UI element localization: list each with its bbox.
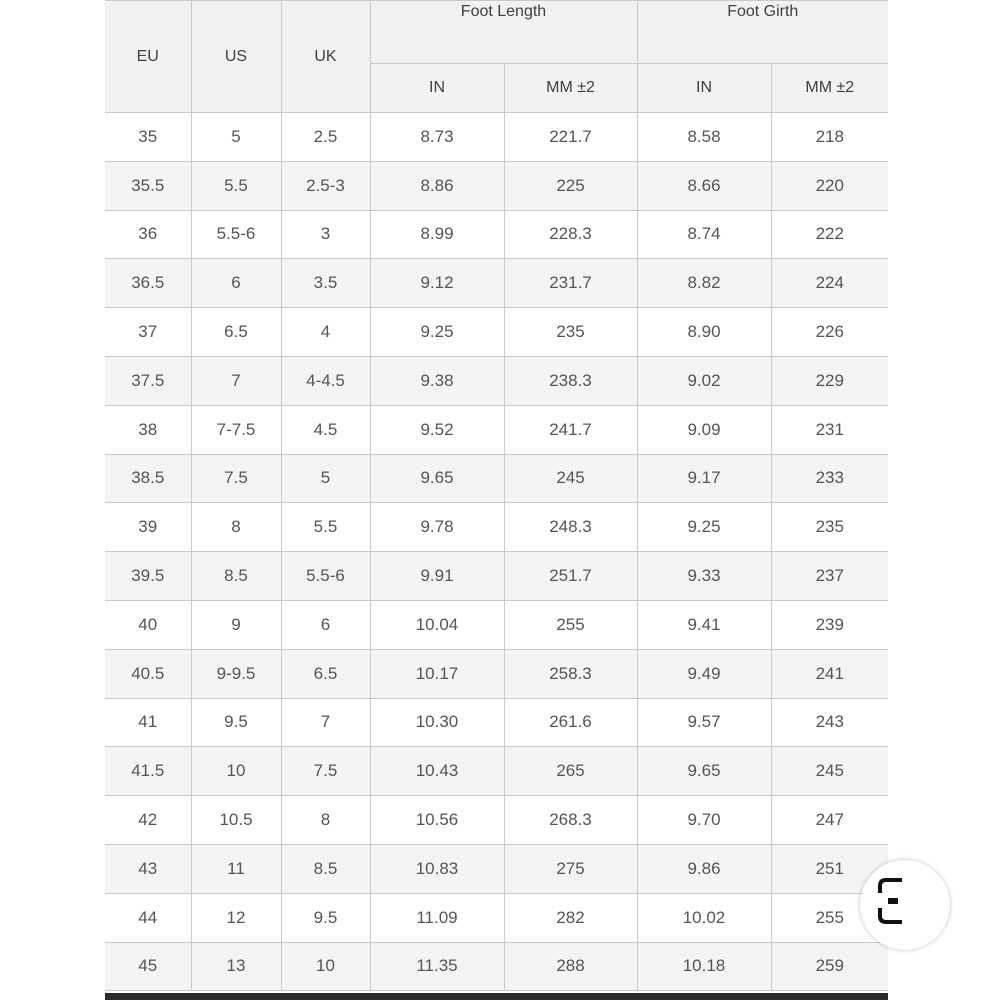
- cell-foot-girth-mm: 222: [771, 210, 888, 259]
- cell-foot-length-mm: 255: [504, 600, 637, 649]
- cell-us: 7.5: [191, 454, 281, 503]
- cell-foot-girth-in: 9.02: [637, 356, 771, 405]
- cell-eu: 39: [105, 503, 191, 552]
- cell-foot-length-mm: 258.3: [504, 649, 637, 698]
- cell-foot-length-in: 10.17: [370, 649, 504, 698]
- bottom-edge-bar: [105, 993, 888, 1000]
- cell-foot-length-mm: 225: [504, 161, 637, 210]
- header-foot-length-in: IN: [370, 64, 504, 113]
- header-foot-girth: Foot Girth: [637, 1, 888, 64]
- cell-foot-length-mm: 251.7: [504, 552, 637, 601]
- cell-us: 10: [191, 747, 281, 796]
- cell-foot-girth-in: 9.65: [637, 747, 771, 796]
- cell-foot-girth-in: 8.90: [637, 308, 771, 357]
- cell-foot-length-in: 9.91: [370, 552, 504, 601]
- table-row: [105, 698, 888, 747]
- cell-foot-length-in: 9.65: [370, 454, 504, 503]
- cell-foot-length-mm: 282: [504, 893, 637, 942]
- table-body: [105, 113, 888, 991]
- cell-uk: 8: [281, 796, 370, 845]
- cell-us: 13: [191, 942, 281, 991]
- table-row: [105, 552, 888, 601]
- header-foot-length-mm: MM ±2: [504, 64, 637, 113]
- cell-eu: 40: [105, 600, 191, 649]
- cell-eu: 38: [105, 405, 191, 454]
- cell-foot-girth-mm: 239: [771, 600, 888, 649]
- cell-eu: 38.5: [105, 454, 191, 503]
- header-eu: EU: [105, 1, 191, 113]
- cell-uk: 5.5-6: [281, 552, 370, 601]
- cell-us: 9: [191, 600, 281, 649]
- cell-foot-girth-in: 8.58: [637, 113, 771, 162]
- cell-foot-length-mm: 228.3: [504, 210, 637, 259]
- table-row: [105, 259, 888, 308]
- cell-foot-length-mm: 288: [504, 942, 637, 991]
- cell-us: 11: [191, 844, 281, 893]
- cell-foot-girth-in: 10.18: [637, 942, 771, 991]
- cell-eu: 41.5: [105, 747, 191, 796]
- cell-foot-length-in: 10.83: [370, 844, 504, 893]
- cell-eu: 41: [105, 698, 191, 747]
- cell-foot-length-mm: 268.3: [504, 796, 637, 845]
- cell-foot-length-mm: 261.6: [504, 698, 637, 747]
- cell-uk: 3: [281, 210, 370, 259]
- table-header: [105, 1, 888, 113]
- cell-foot-length-in: 9.78: [370, 503, 504, 552]
- table-row: [105, 649, 888, 698]
- cell-uk: 2.5-3: [281, 161, 370, 210]
- cell-foot-length-mm: 221.7: [504, 113, 637, 162]
- cell-eu: 35: [105, 113, 191, 162]
- cell-foot-girth-in: 9.57: [637, 698, 771, 747]
- cell-uk: 9.5: [281, 893, 370, 942]
- cell-foot-girth-mm: 218: [771, 113, 888, 162]
- scan-button[interactable]: [860, 860, 950, 950]
- header-foot-length: Foot Length: [370, 1, 637, 64]
- cell-foot-girth-mm: 233: [771, 454, 888, 503]
- cell-foot-girth-in: 9.49: [637, 649, 771, 698]
- cell-foot-girth-mm: 255: [771, 893, 888, 942]
- cell-foot-girth-in: 8.66: [637, 161, 771, 210]
- cell-uk: 3.5: [281, 259, 370, 308]
- cell-us: 7-7.5: [191, 405, 281, 454]
- table-row: [105, 210, 888, 259]
- table-row: [105, 161, 888, 210]
- header-us: US: [191, 1, 281, 113]
- cell-foot-girth-mm: 251: [771, 844, 888, 893]
- cell-foot-girth-mm: 243: [771, 698, 888, 747]
- cell-foot-length-in: 10.43: [370, 747, 504, 796]
- cell-foot-length-in: 9.38: [370, 356, 504, 405]
- table-row: [105, 503, 888, 552]
- table-row: [105, 405, 888, 454]
- cell-us: 12: [191, 893, 281, 942]
- cell-foot-length-in: 10.04: [370, 600, 504, 649]
- header-foot-girth-in: IN: [637, 64, 771, 113]
- table-row: [105, 600, 888, 649]
- table-row: [105, 454, 888, 503]
- cell-uk: 4.5: [281, 405, 370, 454]
- cell-us: 6: [191, 259, 281, 308]
- cell-eu: 37.5: [105, 356, 191, 405]
- size-chart: [105, 0, 888, 990]
- cell-uk: 6.5: [281, 649, 370, 698]
- size-chart-table: [105, 0, 888, 991]
- cell-foot-girth-in: 9.33: [637, 552, 771, 601]
- cell-foot-length-in: 9.12: [370, 259, 504, 308]
- cell-uk: 4: [281, 308, 370, 357]
- cell-foot-length-mm: 275: [504, 844, 637, 893]
- table-row: [105, 747, 888, 796]
- cell-foot-length-mm: 231.7: [504, 259, 637, 308]
- table-row: [105, 796, 888, 845]
- cell-us: 8.5: [191, 552, 281, 601]
- cell-uk: 6: [281, 600, 370, 649]
- cell-foot-girth-mm: 224: [771, 259, 888, 308]
- cell-foot-girth-in: 9.70: [637, 796, 771, 845]
- table-row: [105, 942, 888, 991]
- cell-foot-length-in: 8.99: [370, 210, 504, 259]
- cell-foot-girth-mm: 231: [771, 405, 888, 454]
- cell-foot-girth-mm: 229: [771, 356, 888, 405]
- cell-foot-girth-mm: 247: [771, 796, 888, 845]
- header-foot-girth-mm: MM ±2: [771, 64, 888, 113]
- cell-foot-length-mm: 235: [504, 308, 637, 357]
- cell-us: 9.5: [191, 698, 281, 747]
- cell-uk: 7: [281, 698, 370, 747]
- cell-foot-length-in: 9.52: [370, 405, 504, 454]
- cell-eu: 42: [105, 796, 191, 845]
- cell-us: 5.5: [191, 161, 281, 210]
- cell-us: 8: [191, 503, 281, 552]
- cell-eu: 45: [105, 942, 191, 991]
- scan-icon: [878, 878, 904, 924]
- cell-foot-length-mm: 248.3: [504, 503, 637, 552]
- cell-eu: 37: [105, 308, 191, 357]
- cell-foot-length-in: 8.86: [370, 161, 504, 210]
- cell-foot-length-in: 10.56: [370, 796, 504, 845]
- cell-foot-girth-mm: 245: [771, 747, 888, 796]
- cell-foot-girth-in: 9.09: [637, 405, 771, 454]
- cell-uk: 10: [281, 942, 370, 991]
- cell-eu: 35.5: [105, 161, 191, 210]
- cell-foot-length-in: 9.25: [370, 308, 504, 357]
- cell-us: 6.5: [191, 308, 281, 357]
- cell-eu: 40.5: [105, 649, 191, 698]
- cell-us: 5: [191, 113, 281, 162]
- cell-foot-girth-mm: 241: [771, 649, 888, 698]
- cell-foot-length-in: 11.35: [370, 942, 504, 991]
- cell-foot-length-mm: 241.7: [504, 405, 637, 454]
- cell-uk: 7.5: [281, 747, 370, 796]
- header-uk: UK: [281, 1, 370, 113]
- cell-eu: 39.5: [105, 552, 191, 601]
- cell-foot-length-mm: 238.3: [504, 356, 637, 405]
- cell-foot-girth-mm: 237: [771, 552, 888, 601]
- cell-foot-length-in: 11.09: [370, 893, 504, 942]
- cell-foot-length-in: 8.73: [370, 113, 504, 162]
- table-row: [105, 113, 888, 162]
- cell-eu: 36.5: [105, 259, 191, 308]
- table-row: [105, 893, 888, 942]
- cell-foot-girth-mm: 259: [771, 942, 888, 991]
- cell-eu: 43: [105, 844, 191, 893]
- cell-foot-length-mm: 245: [504, 454, 637, 503]
- cell-uk: 8.5: [281, 844, 370, 893]
- cell-eu: 44: [105, 893, 191, 942]
- cell-foot-girth-in: 9.41: [637, 600, 771, 649]
- cell-us: 10.5: [191, 796, 281, 845]
- cell-foot-girth-in: 9.17: [637, 454, 771, 503]
- cell-foot-girth-in: 8.82: [637, 259, 771, 308]
- cell-foot-girth-mm: 226: [771, 308, 888, 357]
- cell-us: 9-9.5: [191, 649, 281, 698]
- table-row: [105, 308, 888, 357]
- cell-uk: 4-4.5: [281, 356, 370, 405]
- cell-uk: 5: [281, 454, 370, 503]
- cell-foot-girth-in: 8.74: [637, 210, 771, 259]
- cell-foot-girth-in: 9.25: [637, 503, 771, 552]
- cell-foot-girth-mm: 220: [771, 161, 888, 210]
- cell-us: 5.5-6: [191, 210, 281, 259]
- cell-foot-girth-in: 10.02: [637, 893, 771, 942]
- cell-us: 7: [191, 356, 281, 405]
- cell-uk: 5.5: [281, 503, 370, 552]
- table-row: [105, 356, 888, 405]
- cell-uk: 2.5: [281, 113, 370, 162]
- cell-foot-girth-in: 9.86: [637, 844, 771, 893]
- table-row: [105, 844, 888, 893]
- cell-foot-length-mm: 265: [504, 747, 637, 796]
- cell-foot-length-in: 10.30: [370, 698, 504, 747]
- cell-eu: 36: [105, 210, 191, 259]
- cell-foot-girth-mm: 235: [771, 503, 888, 552]
